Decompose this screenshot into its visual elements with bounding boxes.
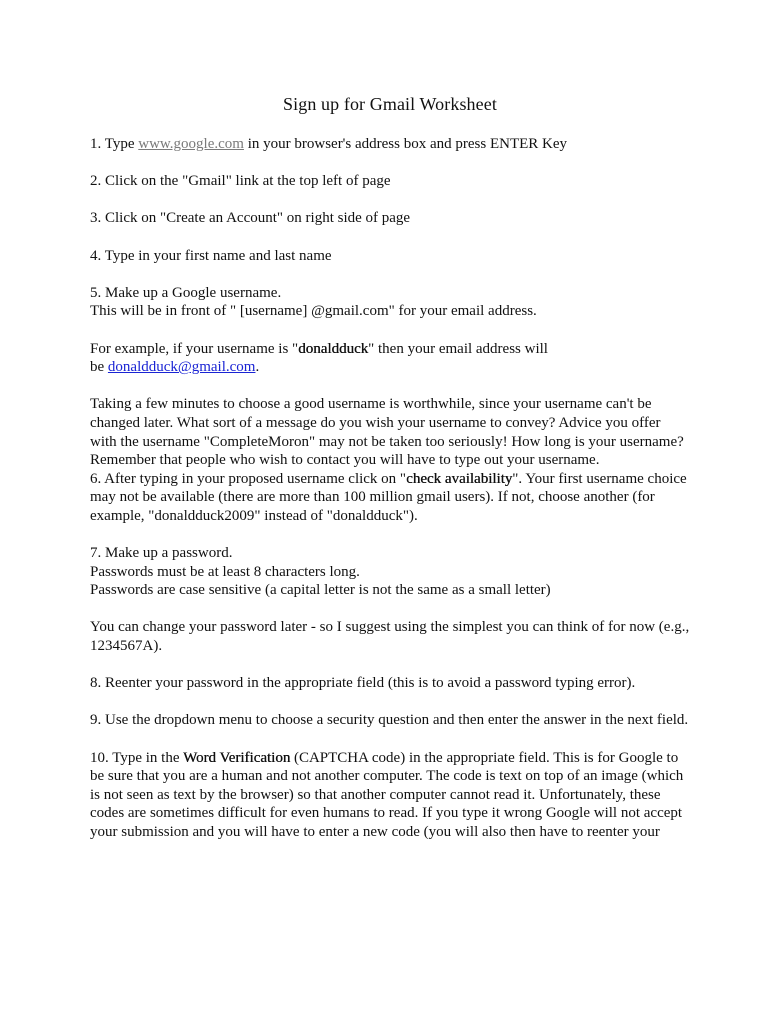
- step-2: 2. Click on the "Gmail" link at the top left of page: [90, 173, 391, 190]
- password-note: You can change your password later - so I suggest using the simplest you can think of for now (e.g., 1234567A).: [90, 619, 690, 655]
- example-prefix: For example, if your username is ": [90, 340, 299, 357]
- step-1-prefix: 1. Type: [90, 136, 139, 152]
- step-1-suffix: in your browser's address box and press ENTER Key: [243, 136, 568, 152]
- step-6-prefix: 6. After typing in your proposed username click on ": [90, 470, 407, 487]
- step-8: 8. Reenter your password in the appropriate field (this is to avoid a password typing error).: [90, 675, 636, 692]
- step-6-suffix: ". Your first username choice may not be available (there are more than 100 million gmail users). If not, choose another (for example, "donaldduck2009" instead of "donaldduck").: [90, 470, 687, 524]
- word-verification-label: Word Verification: [182, 749, 291, 766]
- step-5-line-2: This will be in front of " [username] @gmail.com" for your email address.: [90, 303, 537, 320]
- step-5: [90, 284, 690, 321]
- worksheet-title: Sign up for Gmail Worksheet: [283, 94, 497, 114]
- step-7-line-2: Passwords must be at least 8 characters long.: [90, 563, 360, 580]
- step-3: 3. Click on "Create an Account" on right side of page: [90, 210, 411, 227]
- example-end: .: [255, 359, 260, 376]
- example-email-link[interactable]: donaldduck@gmail.com: [107, 359, 256, 376]
- step-6: [90, 470, 690, 526]
- check-availability-label: check availability: [406, 470, 513, 487]
- example-middle: " then your email address will: [368, 340, 548, 357]
- step-10-suffix: (CAPTCHA code) in the appropriate field. This is for Google to be sure that you are a human and not another computer. The code is text on top of an image (which is not seen as text by the browser) so that another computer cannot read it. Unfortunately, these codes are sometimes difficult for even humans to read. If you type it wrong Google will not accept your submission and you will have to enter a new code (you will also then have to reenter your: [90, 749, 684, 840]
- step-7-line-3: Passwords are case sensitive (a capital letter is not the same as a small letter): [90, 582, 551, 599]
- step-10-prefix: 10. Type in the: [90, 749, 183, 766]
- step-7-line-1: 7. Make up a password.: [90, 545, 233, 562]
- example-username: donaldduck: [298, 340, 369, 357]
- username-example: [90, 340, 690, 377]
- step-9: 9. Use the dropdown menu to choose a security question and then enter the answer in the next field.: [90, 712, 689, 729]
- step-10: [90, 749, 690, 842]
- username-advice: Taking a few minutes to choose a good username is worthwhile, since your username can't be changed later. What sort of a message do you wish your username to convey? Advice you offer with the username "CompleteMoron" may not be taken too seriously! How long is your username? Remember that people who wish to contact you will have to type out your username.: [90, 396, 684, 469]
- worksheet-page: [90, 92, 690, 842]
- step-5-line-1: 5. Make up a Google username.: [90, 284, 282, 301]
- google-link[interactable]: www.google.com: [138, 136, 244, 152]
- step-1: [90, 135, 690, 154]
- step-7: [90, 544, 690, 600]
- example-be: be: [90, 359, 108, 376]
- step-4: 4. Type in your first name and last name: [90, 247, 332, 264]
